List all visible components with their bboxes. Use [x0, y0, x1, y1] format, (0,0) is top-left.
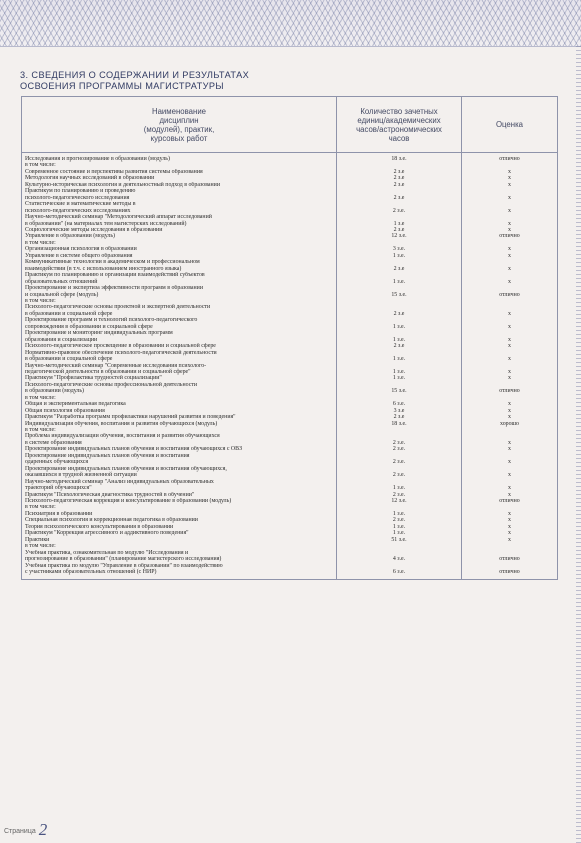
discipline-name-cell: [22, 453, 337, 466]
discipline-name-line: Общая и экспериментальная педагогика: [25, 401, 126, 408]
credit-units-cell: 2 з.е.: [337, 517, 462, 523]
discipline-name-line: прогнозирование в образовании" (планирование магистерского исследования): [25, 556, 222, 563]
section-title-line: ОСВОЕНИЯ ПРОГРАММЫ МАГИСТРАТУРЫ: [20, 81, 224, 91]
discipline-name-line: Практикум по планированию и организации взаимодействий субъектов: [25, 272, 205, 279]
page-label: Страница: [4, 828, 36, 835]
discipline-name-line: педагогической деятельности в образовании и социальной сфере": [25, 368, 191, 375]
discipline-name-line: Практикум по планированию и проведению: [25, 188, 136, 195]
discipline-name-cell: [22, 363, 337, 376]
grade-cell: x: [462, 259, 558, 272]
table-row: [22, 382, 558, 395]
grade-cell: x: [462, 414, 558, 420]
header-line: (модулей), практик,: [143, 124, 215, 134]
table-row: [22, 363, 558, 376]
discipline-name-cell: [22, 466, 337, 479]
grade-cell: x: [462, 343, 558, 349]
discipline-name-line: Практикум "Коррекция агрессивного и аддиктивного поведения": [25, 530, 189, 537]
credit-units-cell: 2 з.е: [337, 227, 462, 233]
grade-cell: x: [462, 246, 558, 252]
table-row: [22, 201, 558, 214]
grade-cell: хорошо: [462, 421, 558, 427]
credit-units-cell: 1 з.е.: [337, 375, 462, 381]
discipline-name-line: сопровождения в образовании и социальной сфере: [25, 323, 153, 330]
credit-units-cell: 6 з.е.: [337, 563, 462, 580]
grade-cell: отлично: [462, 550, 558, 563]
grade-cell: отлично: [462, 153, 558, 163]
credit-units-cell: 18 з.е.: [337, 421, 462, 427]
grade-cell: отлично: [462, 382, 558, 395]
discipline-name-line: в том числе:: [25, 427, 56, 434]
discipline-name-cell: [22, 550, 337, 563]
credit-units-cell: 6 з.е.: [337, 401, 462, 407]
discipline-name-line: Проектирование и мониторинг индивидуальных программ: [25, 330, 173, 337]
discipline-name-line: взаимодействии (в т.ч. с использованием иностранного языка): [25, 265, 182, 272]
discipline-name-line: в системе образования: [25, 439, 82, 446]
grade-cell: x: [462, 408, 558, 414]
table-row: [22, 433, 558, 446]
credit-units-cell: 2 з.е.: [337, 453, 462, 466]
header-line: дисциплин: [159, 115, 199, 125]
table-row: [22, 285, 558, 298]
discipline-name-line: Проектирование и экспертиза эффективности программ в образовании: [25, 285, 203, 292]
grade-cell: x: [462, 511, 558, 517]
credit-units-cell: 12 з.е.: [337, 498, 462, 504]
discipline-name-line: Коммуникативные технологии в академическом и профессиональном: [25, 259, 200, 266]
discipline-name-line: Управление в образовании (модуль): [25, 233, 115, 240]
page-number: 2: [38, 820, 48, 839]
table-row: [22, 304, 558, 317]
discipline-name-line: Психолого-педагогические основы профессиональной деятельности: [25, 381, 198, 388]
discipline-name-line: Современное состояние и перспективы развития системы образования: [25, 168, 203, 175]
discipline-name-line: Проблема индивидуализации обучения, воспитания и развития обучающихся: [25, 433, 220, 440]
discipline-name-line: Учебная практика, ознакомительная по модулю "Исследования и: [25, 549, 189, 556]
grade-cell: x: [462, 492, 558, 498]
header-line: часов/астрономических: [356, 124, 442, 134]
credit-units-cell: 1 з.е.: [337, 530, 462, 536]
discipline-name-cell: [22, 153, 337, 163]
discipline-name-line: психолого-педагогических исследованиях: [25, 207, 131, 214]
discipline-name-line: образования и социализации: [25, 336, 98, 343]
discipline-name-line: Статистические и математические методы в: [25, 201, 136, 208]
discipline-name-cell: [22, 201, 337, 214]
grade-cell: x: [462, 188, 558, 201]
credit-units-cell: 2 з.е: [337, 182, 462, 188]
grade-cell: x: [462, 433, 558, 446]
discipline-name-line: и социальной сфере (модуль): [25, 291, 99, 298]
credit-units-cell: 2 з.е.: [337, 466, 462, 479]
grade-cell: x: [462, 201, 558, 214]
grade-cell: x: [462, 169, 558, 175]
grade-cell: x: [462, 466, 558, 479]
discipline-name-line: Научно-методический семинар "Анализ индивидуальных образовательных: [25, 478, 214, 485]
credit-units-cell: 2 з.е: [337, 304, 462, 317]
credit-units-cell: 2 з.е: [337, 259, 462, 272]
credit-units-cell: 1 з.е.: [337, 272, 462, 285]
discipline-name-line: Психолого-педагогическая коррекция и консультирование в образовании (модуль): [25, 498, 232, 505]
discipline-name-line: Психолого-педагогические основы проектной и экспертной деятельности: [25, 304, 211, 311]
grade-cell: x: [462, 175, 558, 181]
discipline-name-line: образовательных отношений: [25, 278, 98, 285]
table-row: [22, 317, 558, 330]
table-row: [22, 563, 558, 580]
discipline-name-line: в том числе:: [25, 162, 56, 169]
grade-cell: отлично: [462, 233, 558, 239]
grade-cell: x: [462, 227, 558, 233]
discipline-name-cell: [22, 285, 337, 298]
discipline-name-cell: [22, 563, 337, 580]
grade-cell: x: [462, 401, 558, 407]
discipline-name-line: Социологические методы исследования в образовании: [25, 226, 163, 233]
credit-units-cell: 1 з.е.: [337, 350, 462, 363]
header-line: курсовых работ: [150, 133, 208, 143]
table-row: [22, 550, 558, 563]
discipline-name-line: Психолого-педагогическое просвещение в образовании и социальной сфере: [25, 343, 216, 350]
discipline-name-line: Организационная психология в образовании: [25, 246, 137, 253]
discipline-name-line: Проектирование индивидуальных планов обучения и воспитания обучающихся с ОВЗ: [25, 446, 243, 453]
discipline-name-line: Индивидуализация обучения, воспитания и развития обучающихся (модуль): [25, 420, 218, 427]
discipline-name-line: Научно-методический семинар "Современные исследования психолого-: [25, 362, 207, 369]
disciplines-table: [21, 96, 558, 580]
table-row: [22, 466, 558, 479]
discipline-name-line: Управление в системе общего образования: [25, 252, 133, 259]
discipline-name-cell: [22, 304, 337, 317]
credit-units-cell: 1 з.е.: [337, 363, 462, 376]
grade-cell: x: [462, 453, 558, 466]
header-grade: [462, 97, 558, 153]
discipline-name-line: Исследования и прогнозирование в образовании (модуль): [25, 156, 170, 162]
table-row: [22, 214, 558, 227]
credit-units-cell: 3 з.е.: [337, 246, 462, 252]
discipline-name-line: в том числе:: [25, 297, 56, 304]
discipline-name-cell: [22, 330, 337, 343]
discipline-name-line: в образовании и социальной сфере: [25, 310, 113, 317]
table-body: [22, 153, 558, 580]
credit-units-cell: 2 з.е.: [337, 446, 462, 452]
credit-units-cell: 2 з.е: [337, 414, 462, 420]
grade-cell: x: [462, 479, 558, 492]
discipline-name-line: траекторий обучающихся": [25, 485, 92, 492]
section-title-line: 3. СВЕДЕНИЯ О СОДЕРЖАНИИ И РЕЗУЛЬТАТАХ: [20, 70, 250, 80]
credit-units-cell: 51 з.е.: [337, 537, 462, 543]
header-line: часов: [388, 133, 410, 143]
credit-units-cell: 15 з.е.: [337, 382, 462, 395]
page-footer: [4, 818, 47, 838]
table-row: [22, 272, 558, 285]
discipline-name-line: Практикум "Разработка программ профилактики нарушений развития и поведения": [25, 414, 236, 421]
discipline-name-cell: [22, 259, 337, 272]
grade-cell: отлично: [462, 285, 558, 298]
discipline-name-line: одаренных обучающихся: [25, 459, 89, 466]
grade-cell: x: [462, 375, 558, 381]
discipline-name-line: Специальная психология и коррекционная педагогика в образовании: [25, 517, 198, 524]
credit-units-cell: 12 з.е.: [337, 233, 462, 239]
credit-units-cell: 1 з.е.: [337, 330, 462, 343]
header-discipline-name: [22, 97, 337, 153]
discipline-name-cell: [22, 214, 337, 227]
credit-units-cell: 1 з.е.: [337, 524, 462, 530]
credit-units-cell: 4 з.е.: [337, 550, 462, 563]
security-pattern-edge: [576, 46, 581, 843]
grade-cell: x: [462, 524, 558, 530]
grade-cell: x: [462, 350, 558, 363]
credit-units-cell: 2 з.е.: [337, 201, 462, 214]
grade-cell: x: [462, 317, 558, 330]
discipline-name-line: с участниками образовательных отношений (с НИР): [25, 569, 157, 575]
discipline-name-line: в том числе:: [25, 543, 56, 550]
credit-units-cell: 1 з.е.: [337, 317, 462, 330]
table-header-row: [22, 97, 558, 153]
grade-cell: x: [462, 304, 558, 317]
grade-cell: x: [462, 253, 558, 259]
discipline-name-line: в образовании и социальной сфере: [25, 356, 113, 363]
discipline-name-line: Проектирование программ и технологий психолого-педагогического: [25, 317, 198, 324]
credit-units-cell: 2 з.е: [337, 188, 462, 201]
discipline-name-cell: [22, 272, 337, 285]
discipline-name-line: Практики: [25, 536, 50, 543]
discipline-name-line: Проектирование индивидуальных планов обучения и воспитания обучающихся,: [25, 465, 227, 472]
header-line: Наименование: [151, 106, 207, 116]
discipline-name-line: Психиатрия в образовании: [25, 510, 93, 517]
discipline-name-line: Нормативно-правовое обеспечение психолого-педагогической деятельности: [25, 349, 217, 356]
credit-units-cell: 15 з.е.: [337, 285, 462, 298]
discipline-name-cell: [22, 317, 337, 330]
discipline-name-line: в том числе:: [25, 239, 56, 246]
security-pattern-band: [0, 0, 581, 47]
table-row: [22, 350, 558, 363]
grade-cell: отлично: [462, 498, 558, 504]
credit-units-cell: 2 з.е.: [337, 492, 462, 498]
table-row: [22, 188, 558, 201]
credit-units-cell: 1 з.е.: [337, 511, 462, 517]
discipline-name-line: в образовании (модуль): [25, 388, 84, 395]
discipline-name-line: Методология научных исследований в образовании: [25, 175, 155, 182]
credit-units-cell: 2 з.е.: [337, 433, 462, 446]
credit-units-cell: 1 з.е: [337, 214, 462, 227]
discipline-name-cell: [22, 479, 337, 492]
grade-cell: x: [462, 214, 558, 227]
grade-cell: x: [462, 537, 558, 543]
discipline-name-cell: [22, 382, 337, 395]
credit-units-cell: 2 з.е: [337, 169, 462, 175]
discipline-name-line: Культурно-историческая психология и деятельностный подход в образовании: [25, 181, 220, 188]
discipline-name-line: в том числе:: [25, 504, 56, 511]
table-row: [22, 479, 558, 492]
discipline-name-line: Общая психология образования: [25, 407, 105, 414]
table-row: [22, 153, 558, 163]
header-credit-units: [337, 97, 462, 153]
discipline-name-line: Практикум "Психологическая диагностика трудностей в обучении": [25, 491, 195, 498]
grade-cell: x: [462, 363, 558, 376]
credit-units-cell: 18 з.е.: [337, 153, 462, 163]
discipline-name-line: Теория психологического консультирования в образовании: [25, 523, 174, 530]
grade-cell: отлично: [462, 563, 558, 580]
discipline-name-line: психолого-педагогического исследования: [25, 194, 130, 201]
header-line: единиц/академических: [357, 115, 441, 125]
grade-cell: x: [462, 446, 558, 452]
discipline-name-line: в том числе:: [25, 394, 56, 401]
grade-cell: x: [462, 530, 558, 536]
credit-units-cell: 3 з.е: [337, 408, 462, 414]
table-row: [22, 453, 558, 466]
discipline-name-line: Проектирование индивидуальных планов обучения и воспитания: [25, 452, 190, 459]
header-line: Оценка: [495, 120, 523, 129]
discipline-name-cell: [22, 188, 337, 201]
discipline-name-line: Учебная практика по модулю "Управление в образовании" по взаимодействию: [25, 562, 223, 569]
credit-units-cell: 1 з.е.: [337, 253, 462, 259]
grade-cell: x: [462, 182, 558, 188]
credit-units-cell: 2 з.е: [337, 175, 462, 181]
discipline-name-line: оказавшихся в трудной жизненной ситуации: [25, 472, 137, 479]
credit-units-cell: 1 з.е.: [337, 479, 462, 492]
table-row: [22, 259, 558, 272]
grade-cell: x: [462, 330, 558, 343]
grade-cell: x: [462, 272, 558, 285]
discipline-name-line: Научно-методический семинар "Методологический аппарат исследований: [25, 214, 212, 221]
table-row: [22, 330, 558, 343]
discipline-name-cell: [22, 433, 337, 446]
header-line: Количество зачетных: [360, 106, 438, 116]
grade-cell: x: [462, 517, 558, 523]
section-title: [20, 70, 320, 92]
credit-units-cell: 2 з.е: [337, 343, 462, 349]
discipline-name-line: Практикум "Профилактика трудностей социализации": [25, 375, 162, 382]
discipline-name-cell: [22, 350, 337, 363]
discipline-name-line: в образовании" (на материалах тем магистерских исследований): [25, 220, 187, 227]
